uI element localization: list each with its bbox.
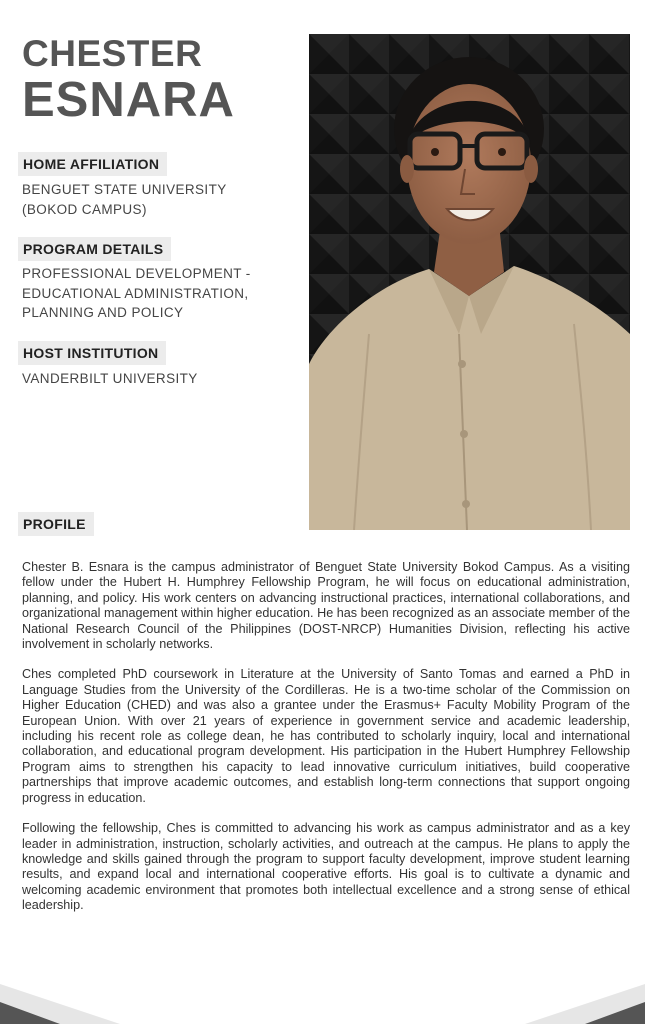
profile-paragraph: Following the fellowship, Ches is committed to advancing his work as campus administrator and as a key leader in administration, instruction, scholarly activities, and outreach at the campus. He plans to apply the knowledge and skills gained through the program to support faculty development, improve student learning results, and expand local and international cooperative efforts. His goal is to cultivate a dynamic and welcoming academic environment that promotes both intellectual excellence and a strong sense of ethical leadership.	[22, 821, 630, 913]
program-details-value	[22, 264, 251, 323]
profile-label: PROFILE	[18, 512, 94, 536]
home-affiliation-label: HOME AFFILIATION	[18, 152, 167, 176]
host-institution-label: HOST INSTITUTION	[18, 341, 166, 365]
last-name: ESNARA	[22, 73, 235, 127]
fellow-name	[22, 34, 235, 126]
host-institution-value	[22, 369, 198, 389]
home-affiliation-value	[22, 180, 227, 219]
decorative-corner-right	[525, 984, 645, 1024]
home-affiliation-line: BENGUET STATE UNIVERSITY	[22, 182, 227, 197]
portrait-illustration	[309, 34, 630, 530]
program-details-line: PROFESSIONAL DEVELOPMENT -	[22, 266, 251, 281]
program-details-line: PLANNING AND POLICY	[22, 305, 184, 320]
profile-body	[22, 560, 630, 929]
profile-paragraph: Ches completed PhD coursework in Literature at the University of Santo Tomas and earned a PhD in Language Studies from the University of the Cordilleras. He is a two-time scholar of the Commission on Higher Education (CHED) and was also a grantee under the Erasmus+ Faculty Mobility Program of the European Union. With over 21 years of experience in government service and academic leadership, including his recent role as college dean, he has contributed to scholarly inquiry, local and international collaboration, and educational program development. His participation in the Hubert Humphrey Fellowship Program aims to strengthen his capacity to lead innovative curriculum initiatives, build cooperative partnerships that improve academic outcomes, and establish long-term connections that support ongoing progress in education.	[22, 667, 630, 805]
decorative-corner-left	[0, 984, 120, 1024]
program-details-label: PROGRAM DETAILS	[18, 237, 171, 261]
profile-paragraph: Chester B. Esnara is the campus administrator of Benguet State University Bokod Campus. As a visiting fellow under the Hubert H. Humphrey Fellowship Program, he will focus on educational administration, planning, and policy. His work centers on advancing instructional practices, international collaborations, and organizational management within higher education. He has been recognized as an associate member of the National Research Council of the Philippines (DOST-NRCP) Humanities Division, reflecting his active involvement in scholarly networks.	[22, 560, 630, 652]
portrait-photo	[309, 34, 630, 530]
program-details-line: EDUCATIONAL ADMINISTRATION,	[22, 285, 249, 301]
first-name: CHESTER	[22, 33, 203, 74]
home-affiliation-line: (BOKOD CAMPUS)	[22, 201, 147, 217]
host-institution-line: VANDERBILT UNIVERSITY	[22, 371, 198, 386]
